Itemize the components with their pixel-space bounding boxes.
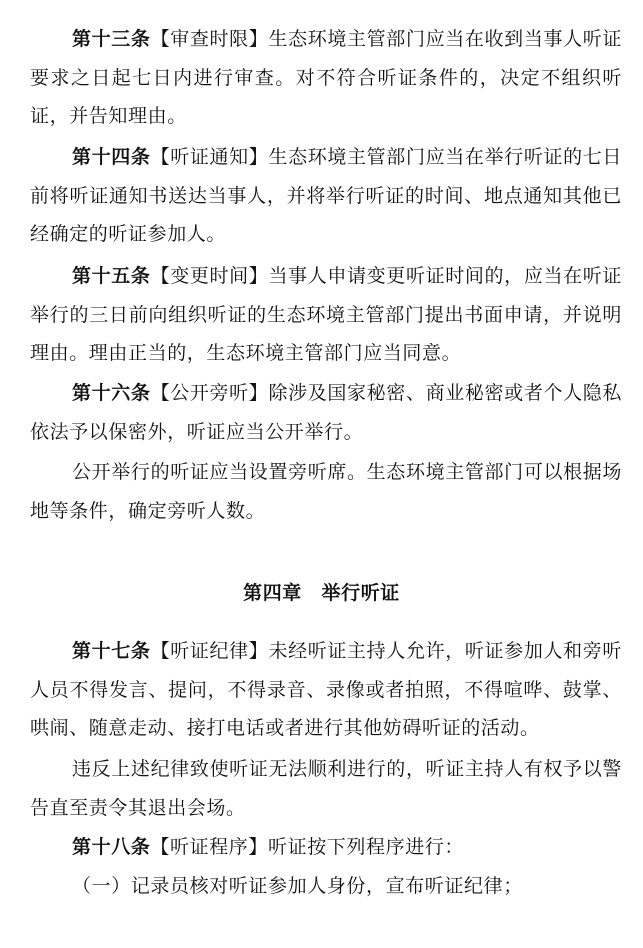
- article-16-body: 【公开旁听】除涉及国家秘密、商业秘密或者个人隐私依法予以保密外，听证应当公开举行。: [30, 382, 622, 443]
- article-14-title: 第十四条: [72, 146, 151, 168]
- article-14-body: 【听证通知】生态环境主管部门应当在举行听证的七日前将听证通知书送达当事人，并将举行听证的时间、地点通知其他已经确定的听证参加人。: [30, 146, 622, 246]
- article-15-body: 【变更时间】当事人申请变更听证时间的，应当在听证举行的三日前向组织听证的生态环境主管部门提出书面申请，并说明理由。理由正当的，生态环境主管部门应当同意。: [30, 265, 622, 365]
- article-16-title: 第十六条: [72, 382, 151, 404]
- article-18-title: 第十八条: [72, 836, 151, 858]
- article-16: [30, 374, 622, 451]
- article-15: [30, 257, 622, 373]
- article-18-item-1: [30, 867, 622, 906]
- article-16-paragraph-2-body: 公开举行的听证应当设置旁听席。生态环境主管部门可以根据场地等条件，确定旁听人数。: [30, 461, 622, 522]
- article-17-title: 第十七条: [72, 640, 151, 662]
- article-18: [30, 828, 622, 867]
- article-14: [30, 138, 622, 254]
- article-17-paragraph-2-body: 违反上述纪律致使听证无法顺利进行的，听证主持人有权予以警告直至责令其退出会场。: [30, 758, 622, 819]
- article-17-body: 【听证纪律】未经听证主持人允许，听证参加人和旁听人员不得发言、提问，不得录音、录像或者拍照，不得喧哗、鼓掌、哄闹、随意走动、接打电话或者进行其他妨碍听证的活动。: [30, 640, 622, 740]
- article-17: [30, 632, 622, 748]
- article-13-title: 第十三条: [72, 28, 151, 50]
- article-18-item-1-body: （一）记录员核对听证参加人身份，宣布听证纪律；: [72, 875, 523, 897]
- article-13: [30, 20, 622, 136]
- chapter-heading: 第四章 举行听证: [243, 582, 400, 604]
- article-18-body: 【听证程序】听证按下列程序进行：: [150, 836, 465, 858]
- article-13-body: 【审查时限】生态环境主管部门应当在收到当事人听证要求之日起七日内进行审查。对不符合听证条件的，决定不组织听证，并告知理由。: [30, 28, 622, 128]
- article-17-paragraph-2: [30, 750, 622, 827]
- article-16-paragraph-2: [30, 453, 622, 530]
- article-15-title: 第十五条: [72, 265, 151, 287]
